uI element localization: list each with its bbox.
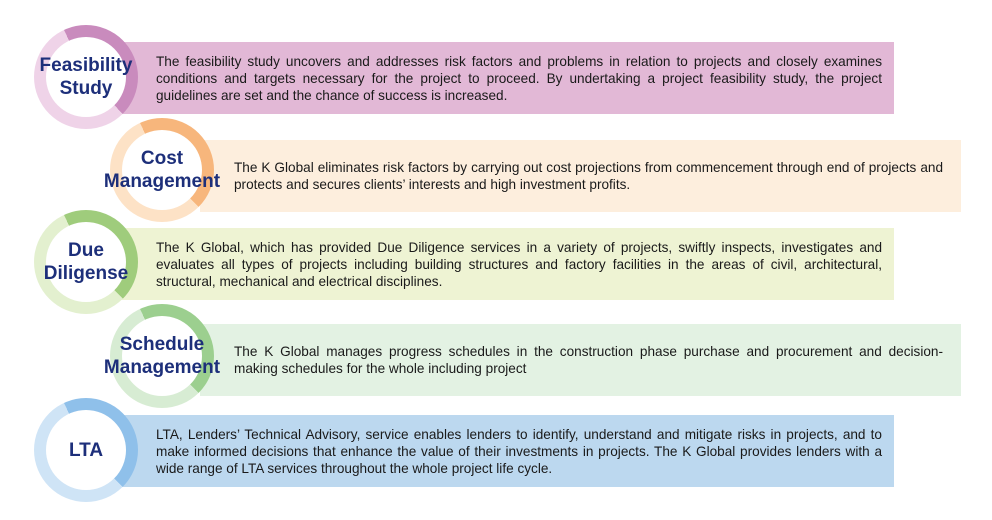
service-title: Cost Management xyxy=(103,148,221,192)
description-bar xyxy=(120,42,894,114)
description-bar xyxy=(200,140,961,212)
description-text: The K Global, which has provided Due Diligence services in a variety of projects, swiftly inspects, investigates and evaluates all types of projects including building structures and factory facilities in the areas of civil, architectural, structural, mechanical and electrical disciplines. xyxy=(156,239,882,289)
title-circle xyxy=(34,398,138,502)
service-row-lta xyxy=(0,398,992,502)
description-text: The feasibility study uncovers and addresses risk factors and problems in relation to projects and closely examines conditions and targets necessary for the project to proceed. By undertaking a project feasibility study, the project guidelines are set and the chance of success is increased. xyxy=(156,53,882,103)
description-text: LTA, Lenders’ Technical Advisory, service enables lenders to identify, understand and mitigate risks in projects, and to make informed decisions that enhance the value of their investments in projects. The K Global provides lenders with a wide range of LTA services throughout the whole project life cycle. xyxy=(156,426,882,476)
title-circle xyxy=(34,210,138,314)
service-title: LTA xyxy=(68,439,104,461)
description-bar xyxy=(120,228,894,300)
service-row-feasibility-study xyxy=(0,25,992,129)
description-bar xyxy=(200,324,961,396)
service-row-schedule-management xyxy=(0,304,992,408)
description-text: The K Global manages progress schedules in the construction phase purchase and procurement and decision-making schedules for the whole including project xyxy=(234,344,943,376)
description-bar xyxy=(120,415,894,487)
title-circle xyxy=(34,25,138,129)
title-circle xyxy=(103,118,221,222)
description-text: The K Global eliminates risk factors by carrying out cost projections from commencement through end of projects and protects and secures clients’ interests and high investment profits. xyxy=(234,160,943,192)
service-title: Due Diligense xyxy=(43,240,129,284)
service-title: Schedule Management xyxy=(103,334,221,378)
title-circle xyxy=(103,304,221,408)
service-row-cost-management xyxy=(0,118,992,222)
service-row-due-diligense xyxy=(0,210,992,314)
service-title: Feasibility Study xyxy=(39,55,133,99)
